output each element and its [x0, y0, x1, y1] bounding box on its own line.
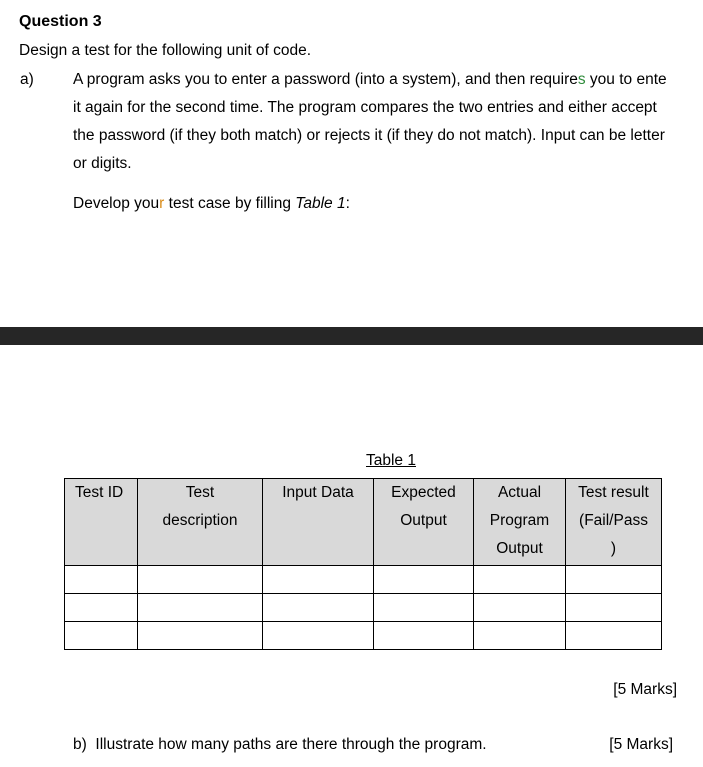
table-cell-empty[interactable] [138, 566, 263, 594]
develop-table-ref: Table 1 [295, 195, 346, 212]
develop-highlight: r [159, 195, 165, 212]
table-cell-empty[interactable] [566, 622, 662, 650]
table-cell-empty[interactable] [263, 622, 374, 650]
header-test-result: Test result (Fail/Pass ) [566, 479, 662, 566]
header-input-data: Input Data [263, 479, 374, 566]
part-a-line-4: or digits. [73, 155, 132, 172]
part-b-question [73, 736, 487, 754]
develop-instruction [73, 195, 350, 213]
develop-mid: test case by filling [164, 195, 296, 212]
table-cell-empty[interactable] [138, 622, 263, 650]
table-caption: Table 1 [366, 452, 416, 469]
line-1-pre: A program asks you to enter a password (into a system), and then require [73, 71, 578, 88]
part-b-text: Illustrate how many paths are there through the program. [95, 736, 487, 753]
table-row [65, 622, 662, 650]
header-test-id: Test ID [65, 479, 138, 566]
table-cell-empty[interactable] [474, 594, 566, 622]
table-cell-empty[interactable] [566, 594, 662, 622]
question-intro: Design a test for the following unit of code. [19, 42, 312, 59]
table-cell-empty[interactable] [65, 622, 138, 650]
table-cell-empty[interactable] [65, 566, 138, 594]
question-title: Question 3 [19, 13, 102, 30]
line-1-highlight: s [577, 71, 586, 88]
test-case-table [64, 478, 662, 650]
part-a-line-1 [73, 71, 667, 89]
part-b-marks: [5 Marks] [609, 736, 673, 753]
part-a-line-2: it again for the second time. The program compares the two entries and either accept [73, 99, 657, 116]
table-row [65, 594, 662, 622]
header-expected-output: Expected Output [374, 479, 474, 566]
part-b-label: b) [73, 736, 87, 753]
table-cell-empty[interactable] [374, 594, 474, 622]
table-cell-empty[interactable] [263, 566, 374, 594]
table-cell-empty[interactable] [566, 566, 662, 594]
part-a-label: a) [20, 71, 34, 88]
part-a-marks: [5 Marks] [613, 681, 677, 698]
table-cell-empty[interactable] [474, 622, 566, 650]
table-cell-empty[interactable] [374, 566, 474, 594]
page-divider-bar [0, 327, 703, 345]
table-header-row [65, 479, 662, 566]
develop-post: : [345, 195, 350, 212]
part-a-line-3: the password (if they both match) or rejects it (if they do not match). Input can be letter [73, 127, 665, 144]
header-test-description: Test description [138, 479, 263, 566]
line-1-post: you to ente [585, 71, 667, 88]
table-cell-empty[interactable] [65, 594, 138, 622]
table-cell-empty[interactable] [138, 594, 263, 622]
develop-pre: Develop you [73, 195, 160, 212]
header-actual-output: Actual Program Output [474, 479, 566, 566]
table-row [65, 566, 662, 594]
table-cell-empty[interactable] [263, 594, 374, 622]
table-cell-empty[interactable] [474, 566, 566, 594]
table-cell-empty[interactable] [374, 622, 474, 650]
